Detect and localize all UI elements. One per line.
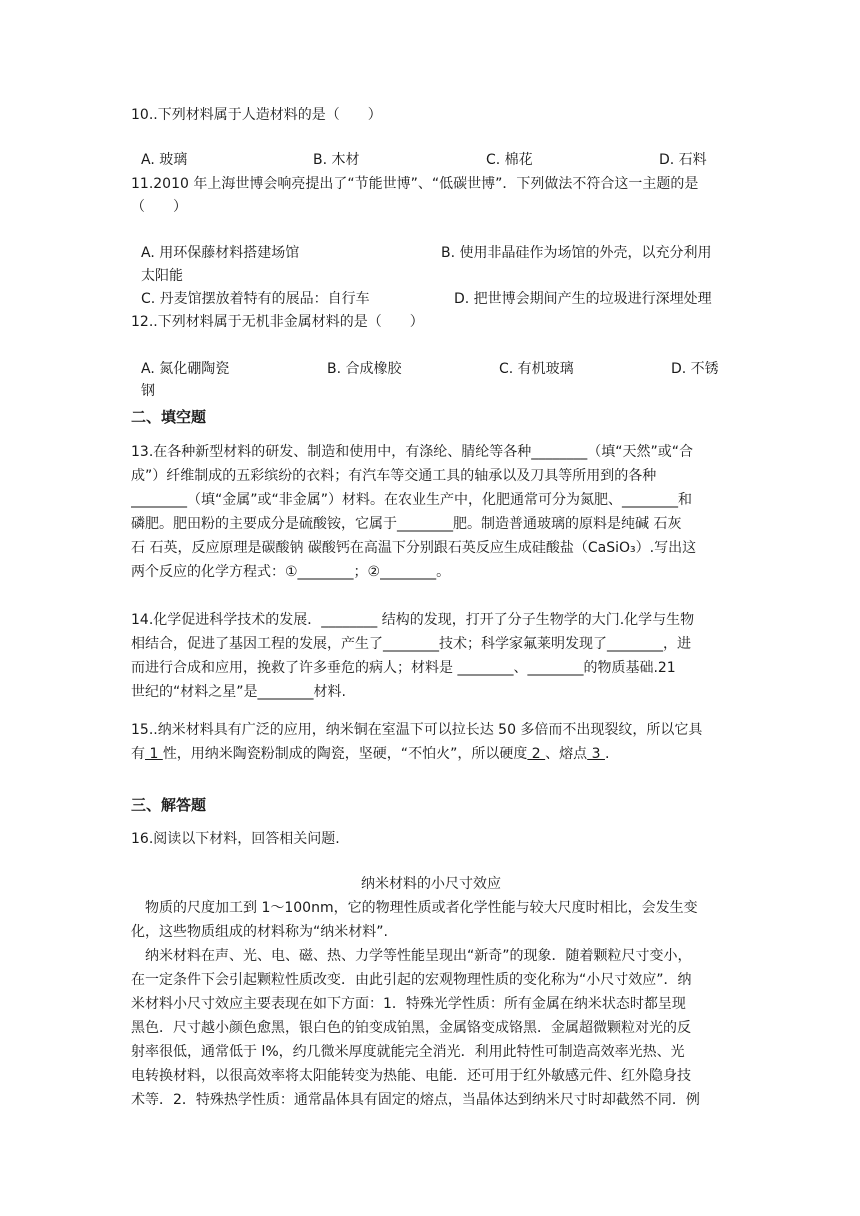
q14-line: 世纪的“材料之星”是________材料. <box>131 684 346 700</box>
q16-line: 射率很低，通常低于 l%，约几微米厚度就能完全消光．利用此特性可制造高效率光热、光 <box>131 1044 685 1060</box>
q15-line2 <box>131 742 731 766</box>
q13-paragraph <box>131 440 731 584</box>
q11-option-b-line2: 太阳能 <box>141 268 183 284</box>
q13-line: 13.在各种新型材料的研发、制造和使用中，有涤纶、腈纶等各种________（填“天然”或“合 <box>131 444 694 460</box>
q16-line: 术等．2．特殊热学性质：通常晶体具有固定的熔点，当晶体达到纳米尺寸时却截然不同．例 <box>131 1092 700 1108</box>
q16-stem: 16.阅读以下材料，回答相关问题. <box>131 831 340 847</box>
q16-reading-title: 纳米材料的小尺寸效应 <box>361 876 501 892</box>
q15-paragraph <box>131 718 731 766</box>
q11-option-a: A. 用环保藤材料搭建场馆 <box>141 245 300 261</box>
q14-paragraph <box>131 608 731 704</box>
q14-line: 而进行合成和应用，挽救了许多垂危的病人；材料是 ________、________的物质基础.21 <box>131 660 676 676</box>
q15-text: 、熔点 <box>545 746 588 762</box>
q13-line: 两个反应的化学方程式：①________；②________。 <box>131 564 451 580</box>
q16-line: 化，这些物质组成的材料称为“纳米材料”. <box>131 924 388 940</box>
q14-line: 相结合，促进了基因工程的发展，产生了________技术；科学家氟莱明发现了________，进 <box>131 636 691 652</box>
q16-line: 纳米材料在声、光、电、磁、热、力学等性能呈现出“新奇”的现象．随着颗粒尺寸变小， <box>131 948 692 964</box>
section-heading-fill-in: 二、填空题 <box>131 408 207 426</box>
q10-stem: 10..下列材料属于人造材料的是（ ） <box>131 107 382 123</box>
q12-option-b: B. 合成橡胶 <box>327 361 402 377</box>
q13-line: ________（填“金属”或“非金属”）材料。在农业生产中，化肥通常可分为氮肥、________和 <box>131 492 693 508</box>
q12-option-d-line2: 钢 <box>141 383 155 399</box>
q15-text: 有 <box>131 746 145 762</box>
q13-line: 磷肥。肥田粉的主要成分是硫酸铵，它属于________肥。制造普通玻璃的原料是纯碱 石灰 <box>131 516 682 532</box>
q16-line: 黑色．尺寸越小颜色愈黑，银白色的铂变成铂黑，金属铬变成铬黑．金属超微颗粒对光的反 <box>131 1020 691 1036</box>
q16-line: 在一定条件下会引起颗粒性质改变．由此引起的宏观物理性质的变化称为“小尺寸效应”．纳 <box>131 972 692 988</box>
q12-option-d-line1: D. 不锈 <box>671 361 719 377</box>
q15-blank-3: 3 <box>587 746 605 762</box>
q16-line: 米材料小尺寸效应主要表现在如下方面：1．特殊光学性质：所有金属在纳米状态时都呈现 <box>131 996 686 1012</box>
q15-text: 性，用纳米陶瓷粉制成的陶瓷，坚硬，“不怕火”，所以硬度 <box>162 746 528 762</box>
q16-line: 电转换材料，以很高效率将太阳能转变为热能、电能．还可用于红外敏感元件、红外隐身技 <box>131 1068 691 1084</box>
q10-option-b: B. 木材 <box>313 152 360 168</box>
q16-line: 物质的尺度加工到 1～100nm，它的物理性质或者化学性能与较大尺度时相比，会发生变 <box>131 900 698 916</box>
q11-option-b-line1: B. 使用非晶硅作为场馆的外壳，以充分利用 <box>441 245 712 261</box>
q11-option-d: D. 把世博会期间产生的垃圾进行深埋处理 <box>454 291 712 307</box>
q10-option-c: C. 棉花 <box>486 152 533 168</box>
section-heading-answer: 三、解答题 <box>131 796 207 814</box>
q15-blank-1: 1 <box>145 746 163 762</box>
q10-option-d: D. 石料 <box>659 152 707 168</box>
q15-blank-2: 2 <box>527 746 546 762</box>
q14-line: 14.化学促进科学技术的发展．________ 结构的发现，打开了分子生物学的大门.化学与生物 <box>131 612 695 628</box>
q11-stem-line1: 11.2010 年上海世博会响亮提出了“节能世博”、“低碳世博”．下列做法不符合这一主题的是 <box>131 176 699 192</box>
q12-option-c: C. 有机玻璃 <box>499 361 574 377</box>
q13-line: 成”）纤维制成的五彩缤纷的衣料；有汽车等交通工具的轴承以及刀具等所用到的各种 <box>131 468 657 484</box>
q10-option-a: A. 玻璃 <box>141 152 188 168</box>
q15-line: 15..纳米材料具有广泛的应用，纳米铜在室温下可以拉长达 50 多倍而不出现裂纹，所以它具 <box>131 722 703 738</box>
q16-reading-text <box>131 896 731 1112</box>
q11-stem-line2: （ ） <box>131 199 187 215</box>
q12-option-a: A. 氮化硼陶瓷 <box>141 361 230 377</box>
q11-option-c: C. 丹麦馆摆放着特有的展品：自行车 <box>141 291 370 307</box>
q15-text: . <box>604 746 610 762</box>
q12-stem: 12..下列材料属于无机非金属材料的是（ ） <box>131 314 424 330</box>
q13-line: 石 石英，反应原理是碳酸钠 碳酸钙在高温下分别跟石英反应生成硅酸盐（CaSiO₃）.写出这 <box>131 540 697 556</box>
